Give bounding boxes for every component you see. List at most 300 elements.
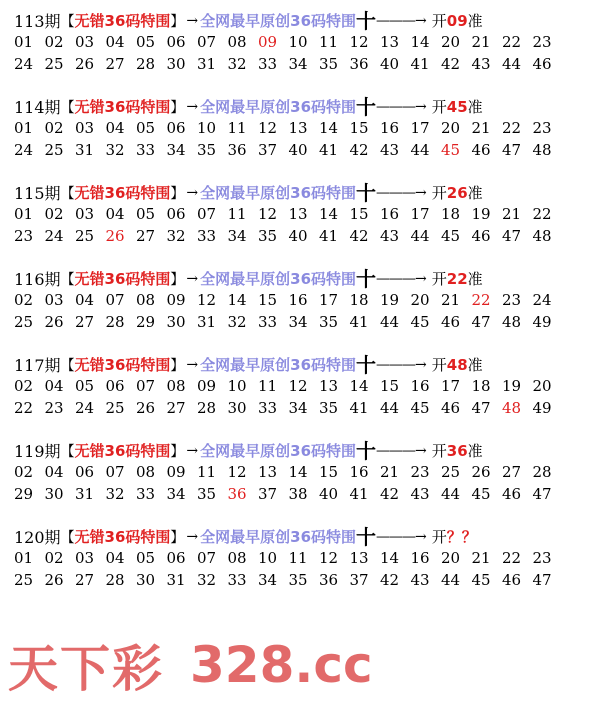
number-cell: 22 xyxy=(532,205,552,223)
number-cell: 06 xyxy=(75,463,95,481)
result-number: 09 xyxy=(446,11,468,30)
left-bracket: 【 xyxy=(60,185,75,202)
numbers-row xyxy=(14,33,589,55)
open-label: 开 xyxy=(431,270,447,288)
numbers-row xyxy=(14,377,589,399)
numbers-row xyxy=(14,463,589,485)
number-cell: 10 xyxy=(258,549,278,567)
number-cell: 07 xyxy=(197,549,217,567)
number-cell: 18 xyxy=(441,205,461,223)
number-cell: 14 xyxy=(319,119,339,137)
number-cell: 34 xyxy=(258,571,278,589)
cross-icon: 十 xyxy=(356,8,377,33)
number-cell: 43 xyxy=(410,485,430,503)
period-block xyxy=(14,352,589,421)
number-cell: 14 xyxy=(410,33,430,51)
number-cell: 33 xyxy=(136,485,156,503)
number-cell: 04 xyxy=(105,119,125,137)
number-cell: 42 xyxy=(349,141,369,159)
number-cell: 16 xyxy=(288,291,308,309)
number-cell: 47 xyxy=(502,141,522,159)
number-cell: 28 xyxy=(197,399,217,417)
numbers-row xyxy=(14,313,589,335)
promo-text: 全网最早原创36码特围 xyxy=(200,270,357,288)
result-number: 36 xyxy=(446,441,468,460)
open-label: 开 xyxy=(431,184,447,202)
number-cell: 11 xyxy=(197,463,217,481)
number-cell: 30 xyxy=(136,571,156,589)
number-cell: 27 xyxy=(166,399,186,417)
sure-label: 准 xyxy=(467,356,483,374)
period-block xyxy=(14,438,589,507)
number-cell: 25 xyxy=(14,313,34,331)
number-cell: 14 xyxy=(288,463,308,481)
number-cell: 46 xyxy=(502,485,522,503)
number-cell: 04 xyxy=(44,377,64,395)
numbers-row xyxy=(14,55,589,77)
number-cell: 04 xyxy=(105,205,125,223)
numbers-row xyxy=(14,399,589,421)
number-cell: 23 xyxy=(532,33,552,51)
title-label: 无错36码特围 xyxy=(74,270,171,288)
number-cell: 48 xyxy=(502,399,522,417)
number-cell: 01 xyxy=(14,119,34,137)
cross-icon: 十 xyxy=(356,266,377,291)
number-cell: 01 xyxy=(14,33,34,51)
number-cell: 13 xyxy=(288,119,308,137)
period-number: 117期 xyxy=(14,356,61,375)
number-cell: 09 xyxy=(197,377,217,395)
number-cell: 30 xyxy=(166,313,186,331)
number-cell: 07 xyxy=(136,377,156,395)
number-cell: 37 xyxy=(258,485,278,503)
number-cell: 15 xyxy=(349,119,369,137)
number-cell: 41 xyxy=(349,313,369,331)
number-cell: 23 xyxy=(502,291,522,309)
open-label: 开 xyxy=(431,442,447,460)
period-header xyxy=(14,438,589,463)
number-cell: 30 xyxy=(166,55,186,73)
number-cell: 47 xyxy=(471,399,491,417)
number-cell: 05 xyxy=(136,205,156,223)
number-cell: 35 xyxy=(319,313,339,331)
period-header xyxy=(14,524,589,549)
left-bracket: 【 xyxy=(60,271,75,288)
long-arrow-icon: ———→ xyxy=(376,442,426,459)
number-cell: 21 xyxy=(380,463,400,481)
arrow-icon: → xyxy=(186,270,199,287)
number-cell: 13 xyxy=(319,377,339,395)
number-cell: 18 xyxy=(349,291,369,309)
period-header xyxy=(14,8,589,33)
number-cell: 31 xyxy=(75,141,95,159)
number-cell: 32 xyxy=(227,55,247,73)
footer-site: 328.cc xyxy=(190,636,373,694)
open-label: 开 xyxy=(431,356,447,374)
number-cell: 12 xyxy=(258,205,278,223)
number-cell: 20 xyxy=(441,33,461,51)
sure-label: 准 xyxy=(467,98,483,116)
left-bracket: 【 xyxy=(60,99,75,116)
number-cell: 25 xyxy=(105,399,125,417)
number-cell: 03 xyxy=(75,33,95,51)
number-cell: 40 xyxy=(288,141,308,159)
numbers-row xyxy=(14,549,589,571)
number-cell: 36 xyxy=(227,141,247,159)
number-cell: 34 xyxy=(166,141,186,159)
promo-text: 全网最早原创36码特围 xyxy=(200,12,357,30)
number-cell: 09 xyxy=(258,33,278,51)
footer-brand-name: 天下彩 xyxy=(8,640,164,698)
period-number: 115期 xyxy=(14,184,61,203)
number-cell: 46 xyxy=(471,141,491,159)
number-cell: 31 xyxy=(75,485,95,503)
number-cell: 06 xyxy=(166,549,186,567)
number-cell: 32 xyxy=(197,571,217,589)
number-cell: 22 xyxy=(502,33,522,51)
number-cell: 46 xyxy=(441,313,461,331)
number-cell: 23 xyxy=(410,463,430,481)
number-cell: 46 xyxy=(532,55,552,73)
number-cell: 12 xyxy=(258,119,278,137)
number-cell: 43 xyxy=(471,55,491,73)
numbers-row xyxy=(14,571,589,593)
number-cell: 17 xyxy=(319,291,339,309)
number-cell: 02 xyxy=(44,33,64,51)
number-cell: 40 xyxy=(288,227,308,245)
number-cell: 04 xyxy=(75,291,95,309)
number-cell: 47 xyxy=(502,227,522,245)
number-cell: 44 xyxy=(410,141,430,159)
period-block xyxy=(14,8,589,77)
right-bracket: 】 xyxy=(170,529,185,546)
footer-watermark xyxy=(8,634,373,696)
number-cell: 31 xyxy=(197,313,217,331)
number-cell: 23 xyxy=(532,119,552,137)
number-cell: 02 xyxy=(14,463,34,481)
number-cell: 24 xyxy=(75,399,95,417)
number-cell: 10 xyxy=(288,33,308,51)
number-cell: 19 xyxy=(471,205,491,223)
period-number: 119期 xyxy=(14,442,61,461)
number-cell: 43 xyxy=(410,571,430,589)
number-cell: 15 xyxy=(319,463,339,481)
left-bracket: 【 xyxy=(60,357,75,374)
number-cell: 33 xyxy=(227,571,247,589)
numbers-row xyxy=(14,141,589,163)
number-cell: 03 xyxy=(75,549,95,567)
number-cell: 44 xyxy=(380,399,400,417)
number-cell: 35 xyxy=(319,399,339,417)
title-label: 无错36码特围 xyxy=(74,98,171,116)
number-cell: 07 xyxy=(105,463,125,481)
result-number: ？？ xyxy=(446,528,477,546)
number-cell: 20 xyxy=(441,119,461,137)
period-number: 113期 xyxy=(14,12,61,31)
number-cell: 05 xyxy=(136,119,156,137)
title-label: 无错36码特围 xyxy=(74,528,171,546)
promo-text: 全网最早原创36码特围 xyxy=(200,356,357,374)
number-cell: 13 xyxy=(288,205,308,223)
number-cell: 03 xyxy=(44,291,64,309)
sure-label: 准 xyxy=(467,184,483,202)
number-cell: 41 xyxy=(319,227,339,245)
number-cell: 28 xyxy=(532,463,552,481)
number-cell: 24 xyxy=(532,291,552,309)
number-cell: 17 xyxy=(441,377,461,395)
number-cell: 21 xyxy=(502,205,522,223)
number-cell: 46 xyxy=(502,571,522,589)
number-cell: 06 xyxy=(166,119,186,137)
long-arrow-icon: ———→ xyxy=(376,528,426,545)
number-cell: 03 xyxy=(75,205,95,223)
number-cell: 35 xyxy=(258,227,278,245)
number-cell: 06 xyxy=(166,205,186,223)
number-cell: 17 xyxy=(410,119,430,137)
number-cell: 42 xyxy=(349,227,369,245)
number-cell: 14 xyxy=(227,291,247,309)
long-arrow-icon: ———→ xyxy=(376,12,426,29)
number-cell: 35 xyxy=(288,571,308,589)
number-cell: 28 xyxy=(105,313,125,331)
number-cell: 11 xyxy=(227,119,247,137)
cross-icon: 十 xyxy=(356,438,377,463)
number-cell: 45 xyxy=(471,485,491,503)
number-cell: 34 xyxy=(166,485,186,503)
number-cell: 22 xyxy=(502,119,522,137)
period-block xyxy=(14,524,589,593)
number-cell: 36 xyxy=(227,485,247,503)
number-cell: 21 xyxy=(471,549,491,567)
number-cell: 32 xyxy=(227,313,247,331)
number-cell: 44 xyxy=(441,485,461,503)
sure-label: 准 xyxy=(467,442,483,460)
number-cell: 31 xyxy=(166,571,186,589)
number-cell: 32 xyxy=(166,227,186,245)
number-cell: 36 xyxy=(319,571,339,589)
number-cell: 02 xyxy=(44,119,64,137)
number-cell: 32 xyxy=(105,485,125,503)
number-cell: 02 xyxy=(14,377,34,395)
arrow-icon: → xyxy=(186,98,199,115)
title-label: 无错36码特围 xyxy=(74,12,171,30)
number-cell: 15 xyxy=(380,377,400,395)
number-cell: 45 xyxy=(441,227,461,245)
numbers-row xyxy=(14,291,589,313)
number-cell: 11 xyxy=(258,377,278,395)
period-number: 120期 xyxy=(14,528,61,547)
number-cell: 17 xyxy=(410,205,430,223)
number-cell: 27 xyxy=(105,55,125,73)
long-arrow-icon: ———→ xyxy=(376,356,426,373)
number-cell: 42 xyxy=(380,485,400,503)
numbers-row xyxy=(14,119,589,141)
number-cell: 04 xyxy=(44,463,64,481)
numbers-row xyxy=(14,485,589,507)
number-cell: 34 xyxy=(288,55,308,73)
number-cell: 48 xyxy=(532,227,552,245)
number-cell: 16 xyxy=(380,119,400,137)
number-cell: 33 xyxy=(258,55,278,73)
number-cell: 34 xyxy=(288,399,308,417)
number-cell: 24 xyxy=(14,55,34,73)
number-cell: 38 xyxy=(288,485,308,503)
period-block xyxy=(14,266,589,335)
number-cell: 07 xyxy=(197,33,217,51)
number-cell: 27 xyxy=(136,227,156,245)
title-label: 无错36码特围 xyxy=(74,356,171,374)
number-cell: 45 xyxy=(441,141,461,159)
number-cell: 41 xyxy=(349,485,369,503)
period-number: 114期 xyxy=(14,98,61,117)
number-cell: 11 xyxy=(227,205,247,223)
number-cell: 48 xyxy=(502,313,522,331)
number-cell: 32 xyxy=(105,141,125,159)
number-cell: 25 xyxy=(441,463,461,481)
number-cell: 16 xyxy=(410,549,430,567)
period-header xyxy=(14,94,589,119)
number-cell: 45 xyxy=(410,399,430,417)
number-cell: 47 xyxy=(471,313,491,331)
number-cell: 40 xyxy=(319,485,339,503)
numbers-row xyxy=(14,227,589,249)
number-cell: 40 xyxy=(380,55,400,73)
number-cell: 21 xyxy=(471,119,491,137)
long-arrow-icon: ———→ xyxy=(376,270,426,287)
number-cell: 27 xyxy=(75,571,95,589)
number-cell: 20 xyxy=(441,549,461,567)
left-bracket: 【 xyxy=(60,529,75,546)
number-cell: 03 xyxy=(75,119,95,137)
number-cell: 02 xyxy=(44,549,64,567)
number-cell: 12 xyxy=(319,549,339,567)
right-bracket: 】 xyxy=(170,271,185,288)
right-bracket: 】 xyxy=(170,99,185,116)
number-cell: 25 xyxy=(75,227,95,245)
period-number: 116期 xyxy=(14,270,61,289)
right-bracket: 】 xyxy=(170,443,185,460)
arrow-icon: → xyxy=(186,184,199,201)
number-cell: 26 xyxy=(471,463,491,481)
title-label: 无错36码特围 xyxy=(74,442,171,460)
number-cell: 06 xyxy=(166,33,186,51)
number-cell: 34 xyxy=(288,313,308,331)
number-cell: 23 xyxy=(532,549,552,567)
number-cell: 26 xyxy=(44,313,64,331)
result-number: 26 xyxy=(446,183,468,202)
number-cell: 07 xyxy=(197,205,217,223)
number-cell: 02 xyxy=(14,291,34,309)
number-cell: 36 xyxy=(349,55,369,73)
number-cell: 43 xyxy=(380,141,400,159)
number-cell: 18 xyxy=(471,377,491,395)
promo-text: 全网最早原创36码特围 xyxy=(200,98,357,116)
number-cell: 48 xyxy=(532,141,552,159)
number-cell: 23 xyxy=(14,227,34,245)
number-cell: 01 xyxy=(14,205,34,223)
number-cell: 44 xyxy=(380,313,400,331)
number-cell: 11 xyxy=(288,549,308,567)
number-cell: 49 xyxy=(532,313,552,331)
number-cell: 24 xyxy=(14,141,34,159)
number-cell: 29 xyxy=(14,485,34,503)
number-cell: 41 xyxy=(349,399,369,417)
right-bracket: 】 xyxy=(170,13,185,30)
number-cell: 05 xyxy=(75,377,95,395)
number-cell: 16 xyxy=(410,377,430,395)
promo-text: 全网最早原创36码特围 xyxy=(200,184,357,202)
number-cell: 30 xyxy=(227,399,247,417)
cross-icon: 十 xyxy=(356,524,377,549)
number-cell: 16 xyxy=(349,463,369,481)
result-number: 22 xyxy=(446,269,468,288)
number-cell: 04 xyxy=(105,549,125,567)
cross-icon: 十 xyxy=(356,352,377,377)
number-cell: 41 xyxy=(410,55,430,73)
right-bracket: 】 xyxy=(170,357,185,374)
arrow-icon: → xyxy=(186,442,199,459)
number-cell: 12 xyxy=(197,291,217,309)
title-label: 无错36码特围 xyxy=(74,184,171,202)
number-cell: 14 xyxy=(319,205,339,223)
number-cell: 26 xyxy=(44,571,64,589)
number-cell: 33 xyxy=(258,399,278,417)
long-arrow-icon: ———→ xyxy=(376,98,426,115)
number-cell: 42 xyxy=(441,55,461,73)
open-label: 开 xyxy=(431,528,447,546)
number-cell: 09 xyxy=(166,291,186,309)
number-cell: 44 xyxy=(502,55,522,73)
number-cell: 42 xyxy=(380,571,400,589)
number-cell: 37 xyxy=(349,571,369,589)
number-cell: 21 xyxy=(471,33,491,51)
number-cell: 26 xyxy=(75,55,95,73)
number-cell: 41 xyxy=(319,141,339,159)
number-cell: 47 xyxy=(532,571,552,589)
number-cell: 12 xyxy=(288,377,308,395)
number-cell: 15 xyxy=(349,205,369,223)
number-cell: 27 xyxy=(75,313,95,331)
promo-text: 全网最早原创36码特围 xyxy=(200,442,357,460)
number-cell: 43 xyxy=(380,227,400,245)
number-cell: 13 xyxy=(258,463,278,481)
number-cell: 13 xyxy=(349,549,369,567)
cross-icon: 十 xyxy=(356,180,377,205)
result-number: 45 xyxy=(446,97,468,116)
open-label: 开 xyxy=(431,12,447,30)
number-cell: 25 xyxy=(44,141,64,159)
number-cell: 44 xyxy=(410,227,430,245)
numbers-row xyxy=(14,205,589,227)
number-cell: 21 xyxy=(441,291,461,309)
number-cell: 11 xyxy=(319,33,339,51)
number-cell: 25 xyxy=(44,55,64,73)
number-cell: 26 xyxy=(105,227,125,245)
number-cell: 29 xyxy=(136,313,156,331)
number-cell: 01 xyxy=(14,549,34,567)
number-cell: 20 xyxy=(410,291,430,309)
number-cell: 19 xyxy=(502,377,522,395)
number-cell: 05 xyxy=(136,549,156,567)
number-cell: 09 xyxy=(166,463,186,481)
number-cell: 22 xyxy=(14,399,34,417)
number-cell: 15 xyxy=(258,291,278,309)
number-cell: 14 xyxy=(349,377,369,395)
number-cell: 10 xyxy=(197,119,217,137)
number-cell: 46 xyxy=(471,227,491,245)
number-cell: 35 xyxy=(319,55,339,73)
sure-label: 准 xyxy=(467,12,483,30)
